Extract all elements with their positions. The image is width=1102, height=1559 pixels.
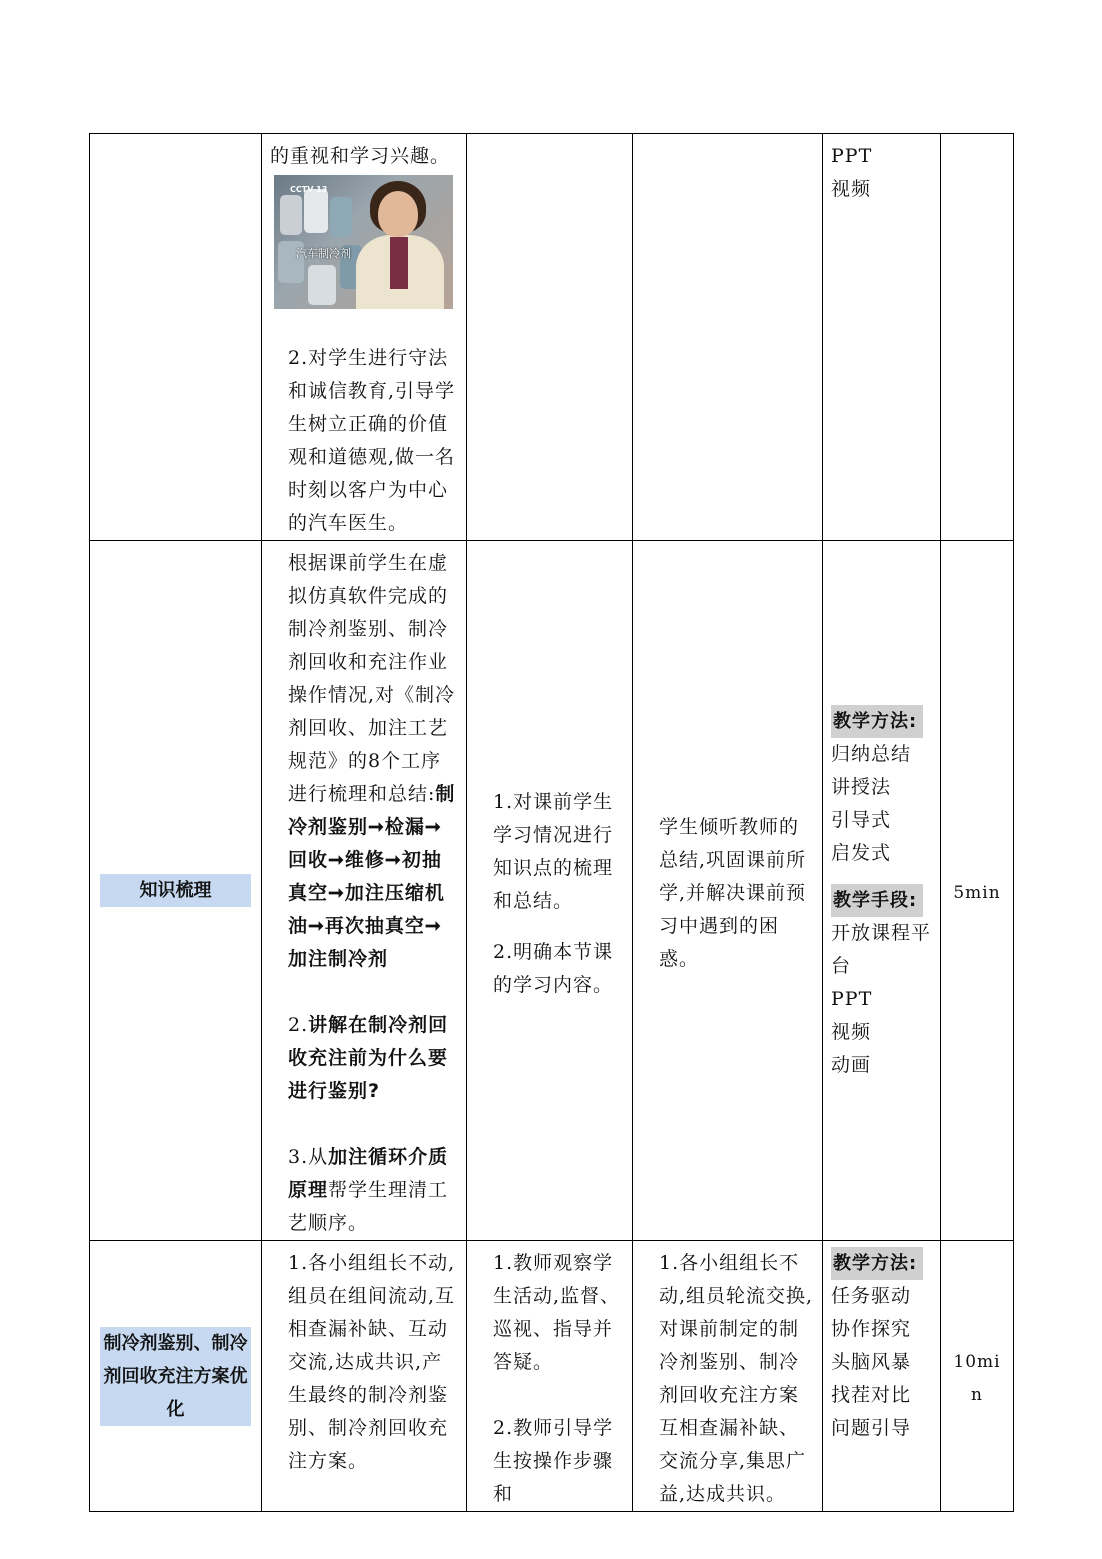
time-cell [941, 134, 1014, 541]
resource-item: PPT [831, 145, 873, 167]
means-item: PPT [831, 988, 873, 1010]
table-row [90, 541, 1014, 1241]
table-row [90, 134, 1014, 541]
stage-cell [90, 541, 262, 1241]
resources-cell [823, 1241, 941, 1512]
student-text: 学生倾听教师的总结,巩固课前所学,并解决课前预习中遇到的困惑。 [659, 816, 807, 970]
teacher-paragraph-1: 根据课前学生在虚拟仿真软件完成的制冷剂鉴别、制冷剂回收和充注作业操作情况,对《制冷剂回收、加注工艺规范》的8个工序进行梳理和总结:制冷剂鉴别➞检漏➞回收➞维修➞初抽真空➞加注压缩机油➞再次抽真空➞加注制冷剂 [288, 552, 456, 970]
stage-cell [90, 134, 262, 541]
time-cell: 10min [941, 1241, 1014, 1512]
teacher-activity-cell [262, 541, 467, 1241]
method-item: 引导式 [831, 809, 892, 831]
resources-cell [823, 541, 941, 1241]
teacher-item-2: 2.对学生进行守法和诚信教育,引导学生树立正确的价值观和道德观,做一名时刻以客户为中心的汽车医生。 [288, 347, 456, 534]
teacher-paragraph-3: 3.从加注循环介质原理帮学生理清工艺顺序。 [288, 1146, 449, 1234]
methods-label: 教学方法: [831, 705, 923, 738]
teacher-intro-text: 的重视和学习兴趣。 [270, 145, 451, 167]
stage-label: 知识梳理 [100, 874, 251, 907]
teacher-paragraph-2: 2.讲解在制冷剂回收充注前为什么要进行鉴别? [288, 1014, 449, 1102]
method-item: 协作探究 [831, 1318, 912, 1340]
teacher-activity-cell [262, 134, 467, 541]
means-item: 开放课程平台 [831, 922, 932, 977]
method-item: 归纳总结 [831, 743, 912, 765]
video-caption: 汽车制冷剂 [296, 247, 351, 260]
teacher-text: 1.各小组组长不动,组员在组间流动,互相查漏补缺、互动交流,达成共识,产生最终的制冷剂鉴别、制冷剂回收充注方案。 [288, 1252, 456, 1472]
method-item: 头脑风暴 [831, 1351, 912, 1373]
teacher-guide-cell [467, 134, 633, 541]
method-item: 问题引导 [831, 1417, 912, 1439]
student-activity-cell [633, 134, 823, 541]
stage-label: 制冷剂鉴别、制冷剂回收充注方案优化 [100, 1327, 251, 1426]
resources-cell [823, 134, 941, 541]
student-text: 1.各小组组长不动,组员轮流交换,对课前制定的制冷剂鉴别、制冷剂回收充注方案互相查漏补缺、交流分享,集思广益,达成共识。 [659, 1252, 814, 1505]
channel-logo: CCTV 13 [290, 185, 328, 194]
method-item: 找茬对比 [831, 1384, 912, 1406]
guide-item: 1.对课前学生学习情况进行知识点的梳理和总结。 [493, 790, 614, 912]
news-video-thumbnail [274, 175, 453, 309]
teacher-activity-cell [262, 1241, 467, 1512]
method-item: 任务驱动 [831, 1285, 912, 1307]
teacher-guide-cell [467, 1241, 633, 1512]
time-cell: 5min [941, 541, 1014, 1241]
lesson-plan-table [89, 133, 1014, 1512]
means-item: 视频 [831, 1021, 872, 1043]
resource-item: 视频 [831, 178, 872, 200]
guide-item: 1.教师观察学生活动,监督、巡视、指导并答疑。 [493, 1252, 621, 1373]
method-item: 讲授法 [831, 776, 892, 798]
means-item: 动画 [831, 1054, 872, 1076]
guide-item: 2.教师引导学生按操作步骤和 [493, 1417, 614, 1505]
method-item: 启发式 [831, 842, 892, 864]
student-activity-cell [633, 541, 823, 1241]
teacher-guide-cell [467, 541, 633, 1241]
methods-label: 教学方法: [831, 1247, 923, 1280]
stage-cell [90, 1241, 262, 1512]
means-label: 教学手段: [831, 884, 923, 917]
student-activity-cell [633, 1241, 823, 1512]
guide-item: 2.明确本节课的学习内容。 [493, 940, 614, 996]
table-row [90, 1241, 1014, 1512]
